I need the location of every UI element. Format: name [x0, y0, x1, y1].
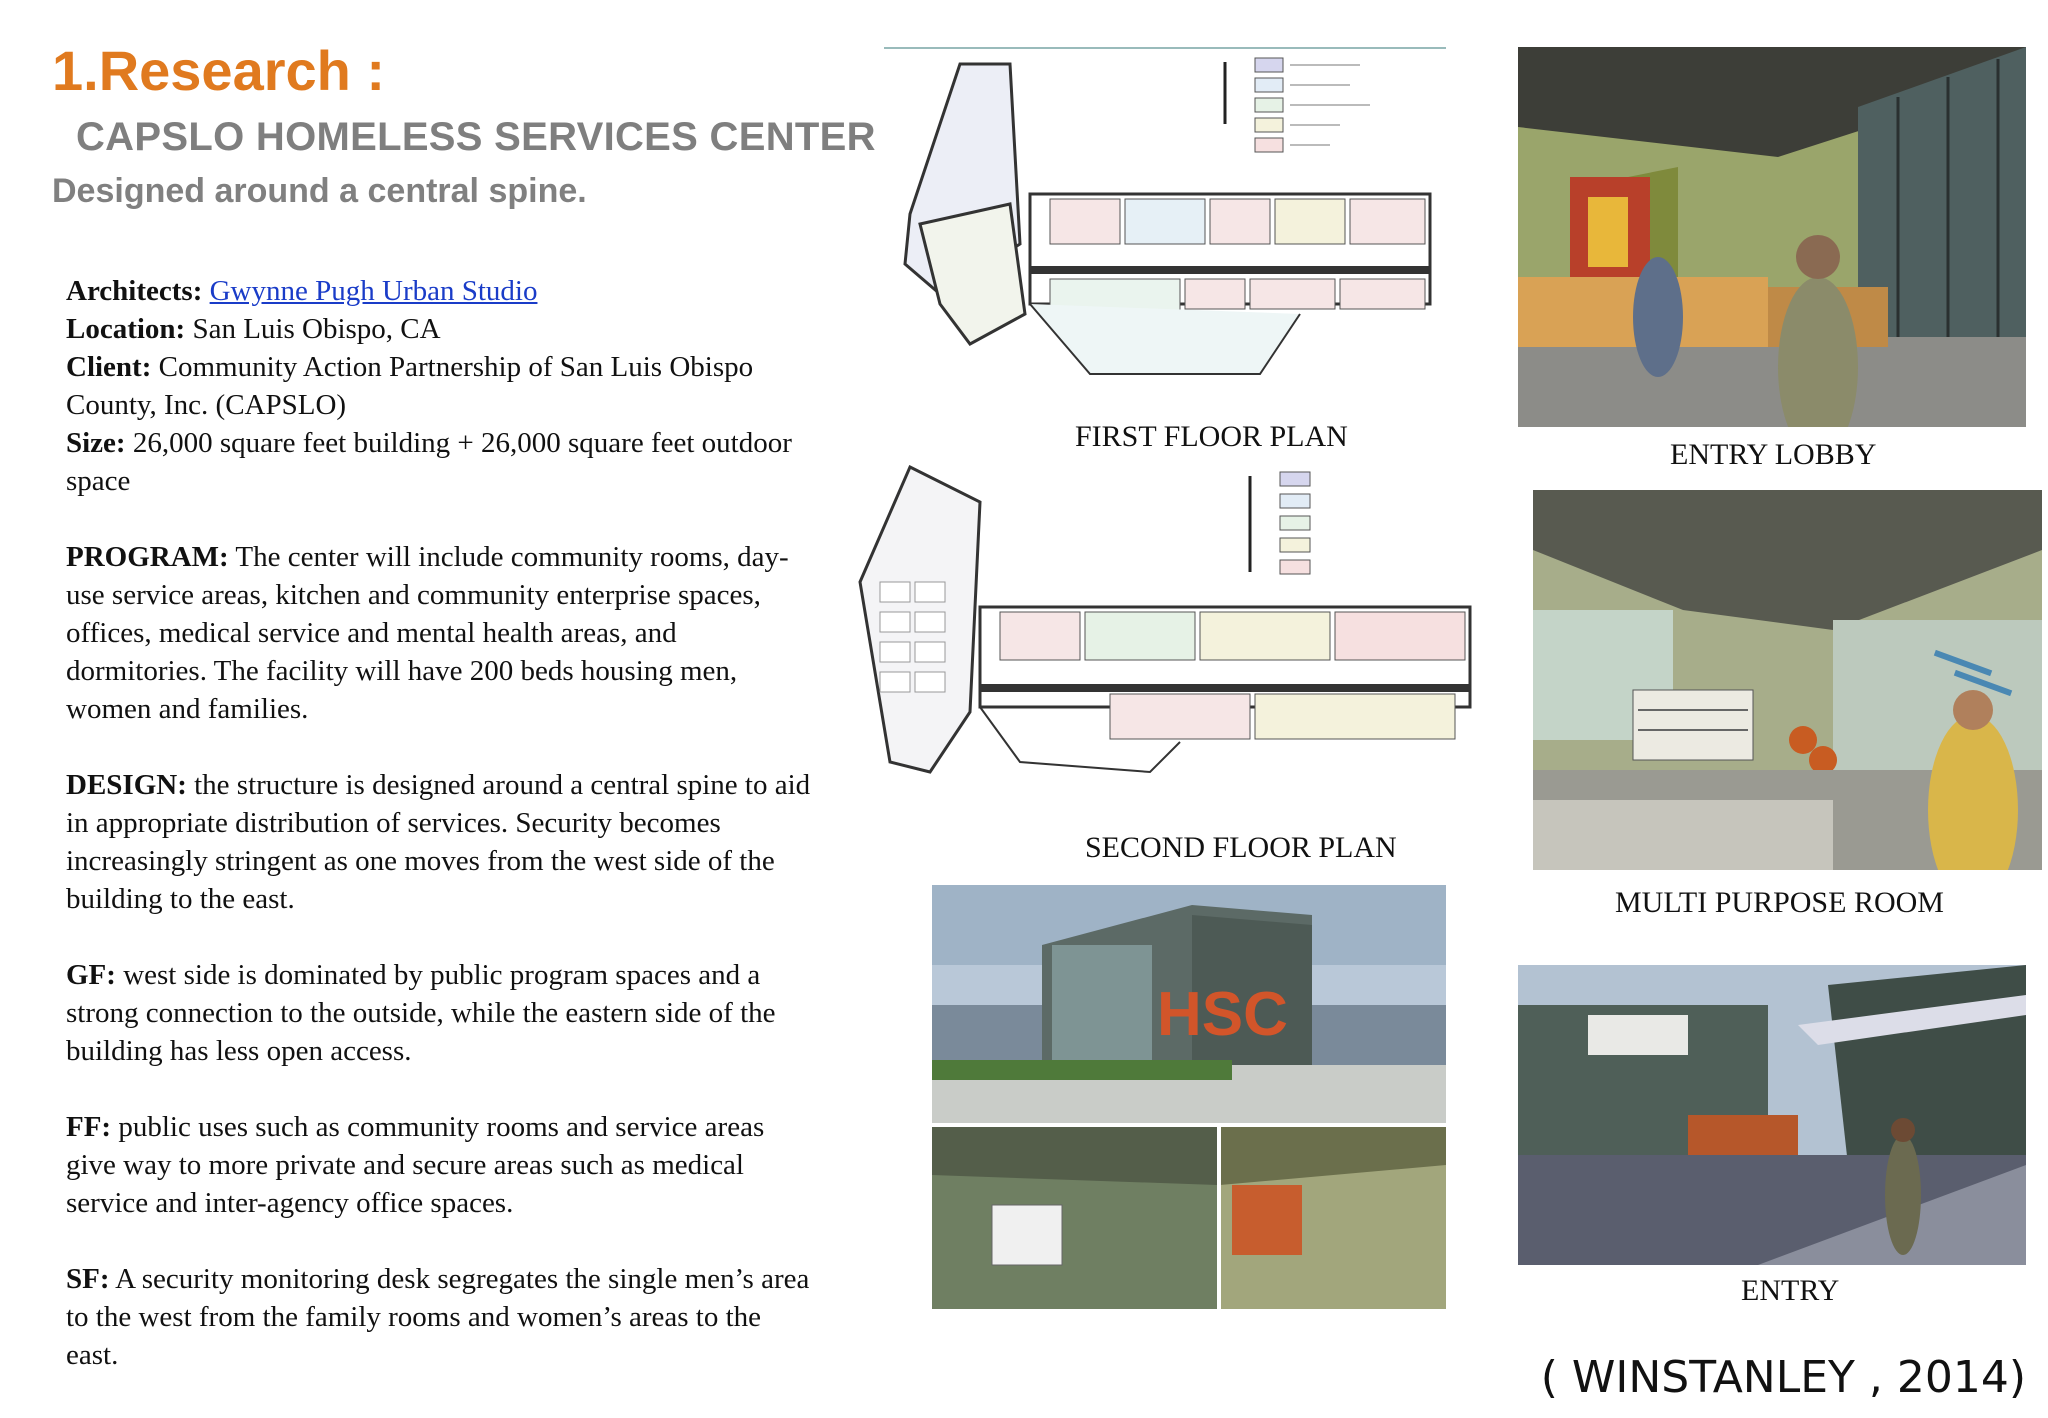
project-title: CAPSLO HOMELESS SERVICES CENTER [76, 115, 876, 159]
second-floor-plan-image [850, 462, 1480, 792]
multi-purpose-room-caption: MULTI PURPOSE ROOM [1615, 886, 1944, 919]
program-paragraph [66, 538, 816, 728]
entry-lobby-caption: ENTRY LOBBY [1670, 438, 1877, 471]
entry-image [1518, 965, 2026, 1265]
gf-paragraph [66, 956, 816, 1070]
location-label: Location: [66, 313, 186, 345]
citation: ( WINSTANLEY , 2014) [1540, 1352, 2026, 1403]
ff-paragraph [66, 1108, 816, 1222]
gf-label: GF: [66, 959, 116, 991]
project-tagline: Designed around a central spine. [52, 172, 587, 210]
architects-link[interactable]: Gwynne Pugh Urban Studio [209, 275, 538, 307]
entry-lobby-image [1518, 47, 2026, 427]
sf-paragraph [66, 1260, 816, 1374]
gf-text: west side is dominated by public program spaces and a strong connection to the outside, while the eastern side of the building has less open access. [66, 959, 776, 1067]
client-value: Community Action Partnership of San Luis Obispo County, Inc. (CAPSLO) [66, 351, 754, 421]
first-floor-plan-caption: FIRST FLOOR PLAN [1075, 420, 1348, 453]
page-title: 1.Research : [52, 39, 386, 102]
ff-label: FF: [66, 1111, 112, 1143]
exterior-rendering-montage [932, 885, 1446, 1309]
project-info [66, 272, 816, 500]
design-text: the structure is designed around a central spine to aid in appropriate distribution of services. Security becomes increasingly stringent as one moves from the west side of the building to the east. [66, 769, 811, 915]
size-value: 26,000 square feet building + 26,000 square feet outdoor space [66, 427, 792, 497]
size-label: Size: [66, 427, 126, 459]
architects-label: Architects: [66, 275, 203, 307]
first-floor-plan-image [880, 44, 1450, 384]
client-label: Client: [66, 351, 152, 383]
signage-text: HSC [1157, 980, 1288, 1049]
ff-text: public uses such as community rooms and service areas give way to more private and secure areas such as medical service and inter-agency office spaces. [66, 1111, 765, 1219]
description-column [66, 272, 816, 1412]
design-paragraph [66, 766, 816, 918]
program-text: The center will include community rooms, day-use service areas, kitchen and community enterprise spaces, offices, medical service and mental health areas, and dormitories. The facility will have 200 beds housing men, women and families. [66, 541, 789, 725]
location-value: San Luis Obispo, CA [192, 313, 441, 345]
program-label: PROGRAM: [66, 541, 229, 573]
sf-text: A security monitoring desk segregates the single men’s area to the west from the family rooms and women’s areas to the east. [66, 1263, 810, 1371]
sf-label: SF: [66, 1263, 110, 1295]
design-label: DESIGN: [66, 769, 187, 801]
multi-purpose-room-image [1533, 490, 2042, 870]
second-floor-plan-caption: SECOND FLOOR PLAN [1085, 831, 1397, 864]
entry-caption: ENTRY [1741, 1274, 1840, 1307]
